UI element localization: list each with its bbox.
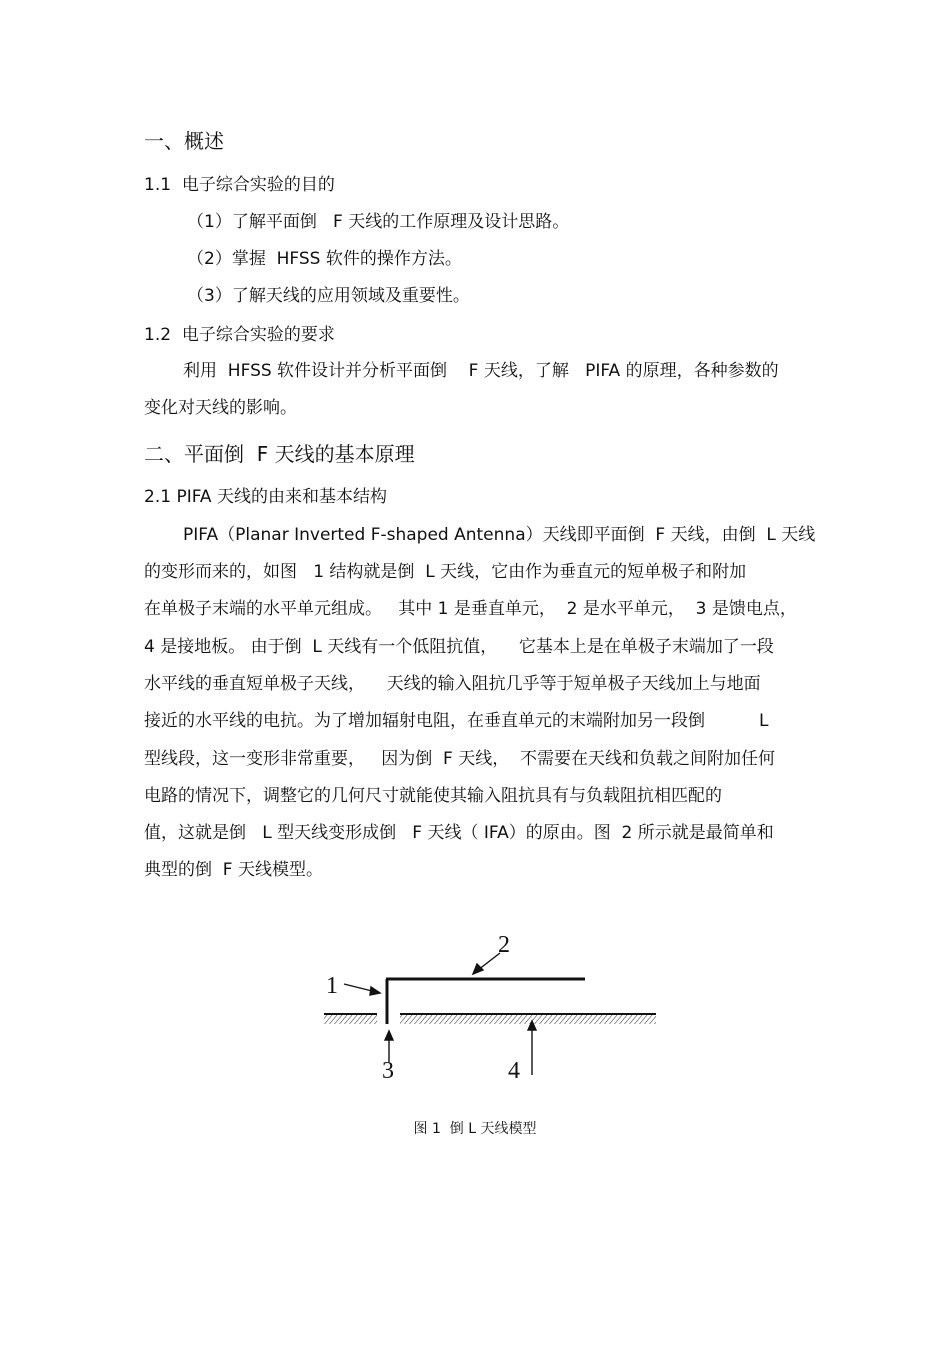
section-1-heading: 一、概述 <box>144 129 224 153</box>
objective-item-2: （2）掌握 HFSS 软件的操作方法。 <box>187 249 462 269</box>
subsection-1-1-heading: 1.1 电子综合实验的目的 <box>144 175 335 195</box>
body-line-3: 在单极子末端的水平单元组成。 其中 1 是垂直单元， 2 是水平单元， 3 是馈电点， <box>144 599 797 619</box>
body-line-9: 值，这就是倒 L 型天线变形成倒 F 天线（ IFA）的原由。图 2 所示就是最简单和 <box>144 823 774 843</box>
body-line-4: 4 是接地板。 由于倒 L 天线有一个低阻抗值， 它基本上是在单极子末端加了一段 <box>144 637 774 657</box>
subsection-1-2-heading: 1.2 电子综合实验的要求 <box>144 325 335 345</box>
label-2: 2 <box>498 932 510 958</box>
requirement-line-1: 利用 HFSS 软件设计并分析平面倒 F 天线，了解 PIFA 的原理，各种参数的 <box>183 361 779 381</box>
inverted-l-antenna-figure <box>318 930 663 1090</box>
body-line-5: 水平线的垂直短单极子天线， 天线的输入阻抗几乎等于短单极子天线加上与地面 <box>144 674 761 694</box>
objective-item-3: （3）了解天线的应用领域及重要性。 <box>187 286 470 306</box>
label-4: 4 <box>508 1058 520 1084</box>
requirement-line-2: 变化对天线的影响。 <box>144 398 297 418</box>
ground-plane <box>324 1014 656 1024</box>
body-line-8: 电路的情况下，调整它的几何尺寸就能使其输入阻抗具有与负载阻抗相匹配的 <box>144 786 722 806</box>
section-2-heading: 二、平面倒 F 天线的基本原理 <box>144 442 415 466</box>
figure-caption: 图 1 倒 L 天线模型 <box>413 1121 537 1137</box>
body-line-7: 型线段，这一变形非常重要， 因为倒 F 天线， 不需要在天线和负载之间附加任何 <box>144 749 776 769</box>
objective-item-1: （1）了解平面倒 F 天线的工作原理及设计思路。 <box>187 212 570 232</box>
body-line-2: 的变形而来的，如图 1 结构就是倒 L 天线，它由作为垂直元的短单极子和附加 <box>144 562 747 582</box>
body-line-10: 典型的倒 F 天线模型。 <box>144 860 323 880</box>
subsection-2-1-heading: 2.1 PIFA 天线的由来和基本结构 <box>144 487 387 507</box>
label-1: 1 <box>326 973 338 999</box>
body-line-1: PIFA（Planar Inverted F-shaped Antenna）天线即平面倒 F 天线，由倒 L 天线 <box>183 525 816 545</box>
body-line-6: 接近的水平线的电抗。为了增加辐射电阻，在垂直单元的末端附加另一段倒 L <box>144 711 769 731</box>
label-3: 3 <box>382 1058 394 1084</box>
